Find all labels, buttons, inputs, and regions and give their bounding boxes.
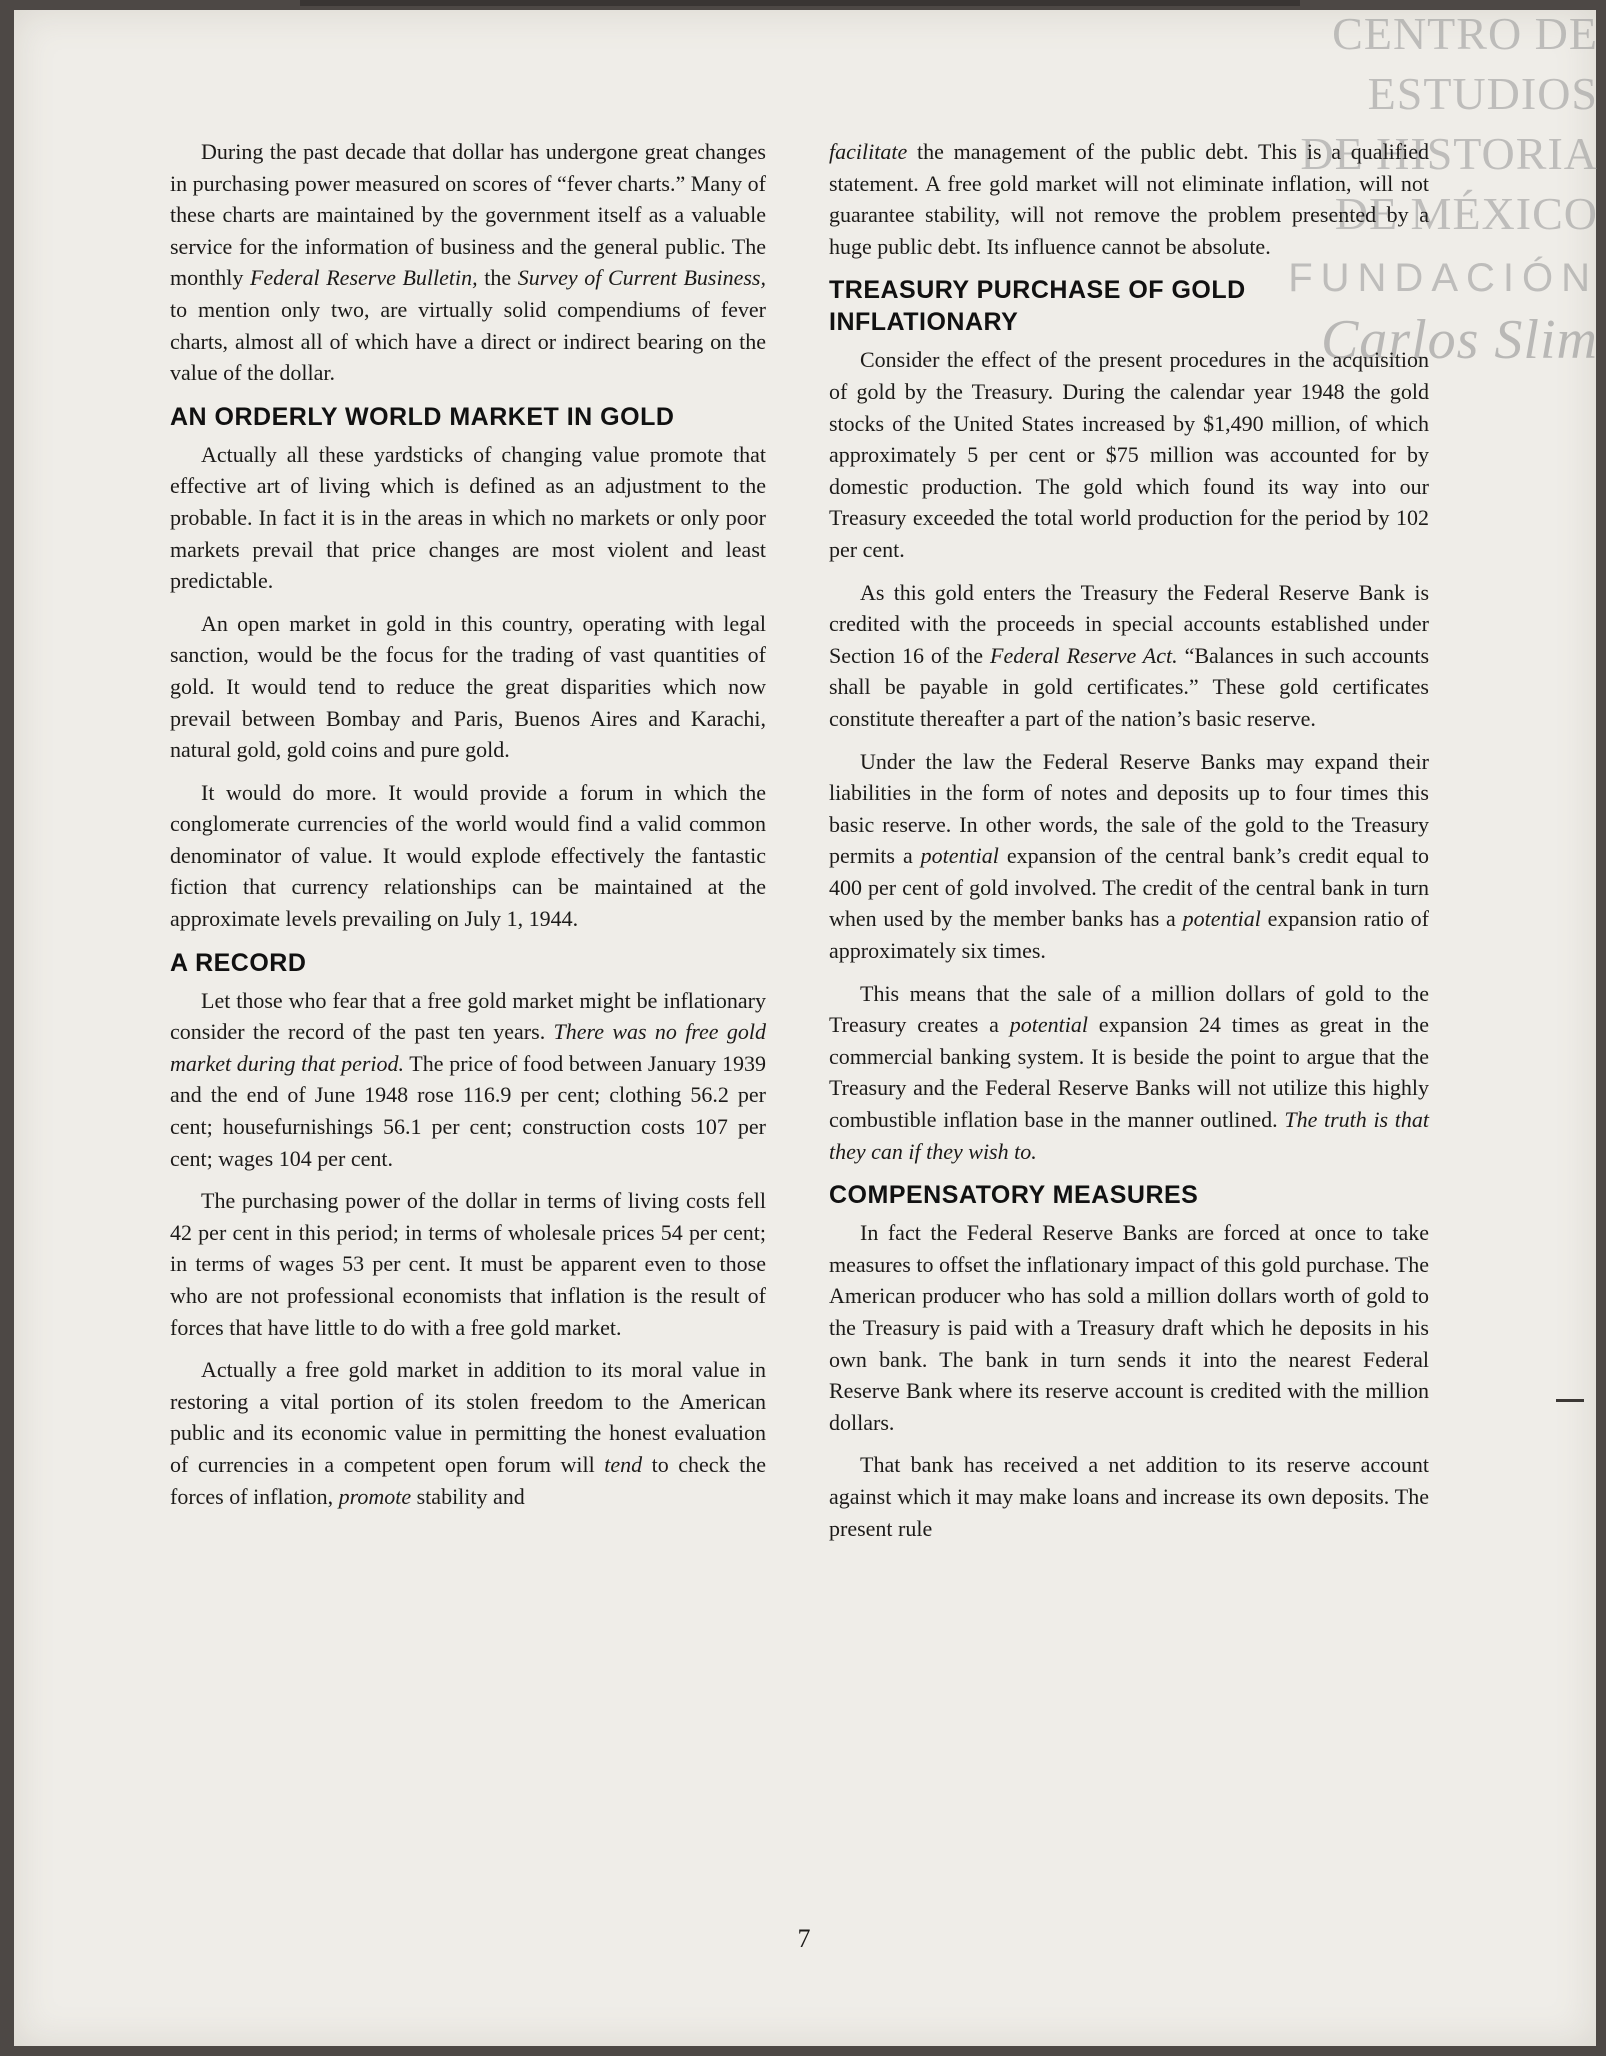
paragraph: In fact the Federal Reserve Banks are forced at once to take measures to offset the inflationary impact of this gold purchase. The American producer who has sold a million dollars worth of gold to the Treasury is paid with a Treasury draft which he deposits in his own bank. The bank in turn sends it into the nearest Federal Reserve Bank where its reserve account is credited with the million dollars. <box>829 1220 1429 1435</box>
left-column <box>170 136 766 1523</box>
paragraph: The purchasing power of the dollar in terms of living costs fell 42 per cent in this period; in terms of wholesale prices 54 per cent; in terms of wages 53 per cent. It must be apparent even to those who are not professional economists that inflation is the result of forces that have little to do with a free gold market. <box>170 1188 766 1340</box>
right-column <box>829 136 1429 1555</box>
paragraph: Actually all these yardsticks of changing value promote that effective art of living which is defined as an adjustment to the probable. In fact it is in the areas in which no markets or only poor markets prevail that price changes are most violent and least predictable. <box>170 441 766 594</box>
page-number: 7 <box>797 1924 811 1953</box>
paragraph: During the past decade that dollar has undergone great changes in purchasing power measured on scores of “fever charts.” Many of these charts are maintained by the government itself as a valuable service for the information of business and the general public. The monthly Federal Reserve Bulletin, the Survey of Current Business, to mention only two, are virtually solid compendiums of fever charts, almost all of which have a direct or indirect bearing on the value of the dollar. <box>170 139 766 386</box>
section-heading: A RECORD <box>170 948 307 977</box>
section-heading: COMPENSATORY MEASURES <box>829 1181 1199 1210</box>
watermark-line: DE MÉXICO <box>1334 188 1598 239</box>
watermark-signature: Carlos Slim <box>1320 309 1598 371</box>
paragraph: facilitate the management of the public debt. This is a qualified statement. A free gold market will not eliminate inflation, will not guarantee stability, will not remove the problem presented by a huge public debt. Its influence cannot be absolute. <box>829 139 1429 259</box>
paragraph: Let those who fear that a free gold market might be inflationary consider the record of the past ten years. There was no free gold market during that period. The price of food between January 1939 and the end of June 1948 rose 116.9 per cent; clothing 56.2 per cent; housefurnishings 56.1 per cent; construction costs 107 per cent; wages 104 per cent. <box>170 987 766 1171</box>
paragraph: This means that the sale of a million dollars of gold to the Treasury creates a potential expansion 24 times as great in the commercial banking system. It is beside the point to argue that the Treasury and the Federal Reserve Banks will not utilize this highly combustible inflation base in the manner outlined. The truth is that they can if they wish to. <box>829 980 1430 1164</box>
paragraph: As this gold enters the Treasury the Federal Reserve Bank is credited with the proceeds in special accounts established under Section 16 of the Federal Reserve Act. “Balances in such accounts shall be payable in gold certificates.” These gold certificates constitute thereafter a part of the nation’s basic reserve. <box>829 579 1429 731</box>
paragraph: Consider the effect of the present procedures in the acquisition of gold by the Treasury. During the calendar year 1948 the gold stocks of the United States increased by $1,490 million, of which approximately 5 per cent or $75 million was accounted for by domestic production. The gold which found its way into our Treasury exceeded the total world production for the period by 102 per cent. <box>829 347 1429 562</box>
watermark-line: ESTUDIOS <box>1367 68 1598 119</box>
watermark-line: DE HISTORIA <box>1300 128 1598 179</box>
watermark-line: CENTRO DE <box>1332 8 1598 59</box>
paragraph: That bank has received a net addition to its reserve account against which it may make loans and increase its own deposits. The present rule <box>829 1452 1429 1541</box>
watermark-foundation: FUNDACIÓN <box>1288 256 1598 300</box>
paragraph: It would do more. It would provide a forum in which the conglomerate currencies of the world would find a valid common denominator of value. It would explode effectively the fantastic fiction that currency relationships can be maintained at the approximate levels prevailing on July 1, 1944. <box>170 779 766 932</box>
paragraph: An open market in gold in this country, operating with legal sanction, would be the focus for the trading of vast quantities of gold. It would tend to reduce the great disparities which now prevail between Bombay and Paris, Buenos Aires and Karachi, natural gold, gold coins and pure gold. <box>170 610 766 763</box>
section-heading: TREASURY PURCHASE OF GOLD INFLATIONARY <box>829 276 1246 337</box>
top-edge-shadow <box>300 0 1300 6</box>
paragraph: Actually a free gold market in addition to its moral value in restoring a vital portion of its stolen freedom to the American public and its economic value in permitting the honest evaluation of currencies in a competent open forum will tend to check the forces of inflation, promote stability and <box>170 1357 766 1509</box>
edge-mark <box>1556 1399 1584 1402</box>
paragraph: Under the law the Federal Reserve Banks may expand their liabilities in the form of notes and deposits up to four times this basic reserve. In other words, the sale of the gold to the Treasury permits a potential expansion of the central bank’s credit equal to 400 per cent of gold involved. The credit of the central bank in turn when used by the member banks has a potential expansion ratio of approximately six times. <box>829 748 1429 964</box>
section-heading: AN ORDERLY WORLD MARKET IN GOLD <box>170 402 675 431</box>
